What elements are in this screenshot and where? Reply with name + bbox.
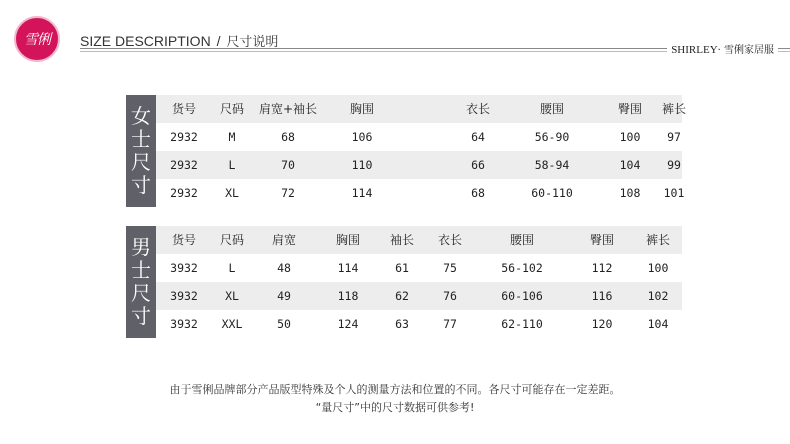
cell-hip: 104 <box>619 158 641 172</box>
cell-shoulder: 50 <box>277 317 291 331</box>
women-col-header: 臀围 <box>617 102 642 116</box>
men-label-char: 男 <box>131 235 151 259</box>
men-label-char: 尺 <box>131 281 151 305</box>
cell-shoulder: 48 <box>277 261 291 275</box>
women-col-header: 裤长 <box>661 102 686 116</box>
brand-chinese: · 雪俐家居服 <box>717 45 774 56</box>
cell-length: 76 <box>443 289 457 303</box>
cell-size: L <box>228 261 236 275</box>
cell-item-no: 2932 <box>170 158 198 172</box>
men-col-header: 胸围 <box>335 233 360 247</box>
cell-item-no: 3932 <box>170 289 198 303</box>
table-row <box>156 254 682 282</box>
title-chinese: 尺寸说明 <box>226 34 279 49</box>
women-col-header: 衣长 <box>465 102 490 116</box>
cell-pants-length: 99 <box>667 158 681 172</box>
women-label-char: 士 <box>131 127 151 151</box>
cell-sleeve: 61 <box>395 261 409 275</box>
cell-waist: 56-90 <box>534 130 570 144</box>
cell-pants-length: 104 <box>647 317 669 331</box>
cell-waist: 62-110 <box>501 317 543 331</box>
men-col-header: 裤长 <box>645 233 670 247</box>
brand-logo <box>14 16 60 62</box>
footer-note-line1: 由于雪俐品牌部分产品版型特殊及个人的测量方法和位置的不同。各尺寸可能存在一定差距。 <box>169 383 621 396</box>
cell-length: 68 <box>471 186 485 200</box>
cell-pants-length: 101 <box>663 186 685 200</box>
cell-waist: 58-94 <box>534 158 570 172</box>
cell-chest: 124 <box>337 317 359 331</box>
men-col-header: 肩宽 <box>271 233 296 247</box>
cell-chest: 106 <box>351 130 373 144</box>
cell-item-no: 2932 <box>170 186 198 200</box>
table-row <box>156 310 682 338</box>
cell-waist: 56-102 <box>501 261 543 275</box>
logo-text: 雪俐 <box>24 32 50 48</box>
cell-hip: 120 <box>591 317 613 331</box>
cell-length: 66 <box>471 158 485 172</box>
men-label-char: 士 <box>131 258 151 282</box>
cell-sleeve: 62 <box>395 289 409 303</box>
women-header-row <box>156 95 686 123</box>
men-col-header: 衣长 <box>437 233 462 247</box>
table-row <box>156 123 682 151</box>
cell-shoulder-sleeve: 68 <box>281 130 295 144</box>
cell-size: M <box>228 130 236 144</box>
women-col-header: 胸围 <box>349 102 374 116</box>
women-rows <box>156 95 686 207</box>
cell-length: 77 <box>443 317 457 331</box>
cell-shoulder-sleeve: 70 <box>281 158 295 172</box>
women-col-header: 尺码 <box>219 102 244 116</box>
women-col-header: 货号 <box>171 102 196 116</box>
cell-size: XXL <box>221 317 243 331</box>
men-col-header: 尺码 <box>219 233 244 247</box>
men-col-header: 臀围 <box>589 233 614 247</box>
men-col-header: 袖长 <box>389 233 414 247</box>
footer-note-line2: “量尺寸”中的尺寸数据可供参考! <box>315 401 475 414</box>
cell-chest: 110 <box>351 158 373 172</box>
cell-waist: 60-110 <box>531 186 573 200</box>
men-col-header: 腰围 <box>509 233 534 247</box>
men-rows <box>156 226 682 338</box>
cell-size: L <box>228 158 236 172</box>
women-side-label <box>126 95 156 207</box>
cell-pants-length: 97 <box>667 130 681 144</box>
women-label-char: 尺 <box>131 150 151 174</box>
cell-chest: 118 <box>337 289 359 303</box>
title-english: SIZE DESCRIPTION <box>80 33 211 49</box>
women-label-char: 寸 <box>131 173 151 197</box>
cell-length: 64 <box>471 130 485 144</box>
cell-hip: 112 <box>591 261 613 275</box>
cell-shoulder-sleeve: 72 <box>281 186 295 200</box>
women-col-header: 肩宽+袖长 <box>258 102 318 116</box>
cell-chest: 114 <box>351 186 373 200</box>
cell-pants-length: 100 <box>647 261 669 275</box>
cell-pants-length: 102 <box>647 289 669 303</box>
cell-sleeve: 63 <box>395 317 409 331</box>
cell-waist: 60-106 <box>501 289 543 303</box>
cell-hip: 116 <box>591 289 613 303</box>
cell-hip: 108 <box>619 186 641 200</box>
table-row <box>156 151 682 179</box>
cell-shoulder: 49 <box>277 289 291 303</box>
cell-item-no: 2932 <box>170 130 198 144</box>
cell-chest: 114 <box>337 261 359 275</box>
cell-item-no: 3932 <box>170 261 198 275</box>
title-separator: / <box>216 33 221 49</box>
men-label-char: 寸 <box>131 304 151 328</box>
cell-hip: 100 <box>619 130 641 144</box>
cell-length: 75 <box>443 261 457 275</box>
table-row <box>156 282 682 310</box>
cell-size: XL <box>225 186 239 200</box>
cell-size: XL <box>225 289 239 303</box>
men-side-label <box>126 226 156 338</box>
brand-english: SHIRLEY <box>671 44 718 56</box>
men-col-header: 货号 <box>171 233 196 247</box>
brand-name <box>667 41 778 56</box>
table-row <box>156 179 685 207</box>
cell-item-no: 3932 <box>170 317 198 331</box>
women-label-char: 女 <box>131 104 151 128</box>
men-header-row <box>156 226 682 254</box>
women-col-header: 腰围 <box>539 102 564 116</box>
